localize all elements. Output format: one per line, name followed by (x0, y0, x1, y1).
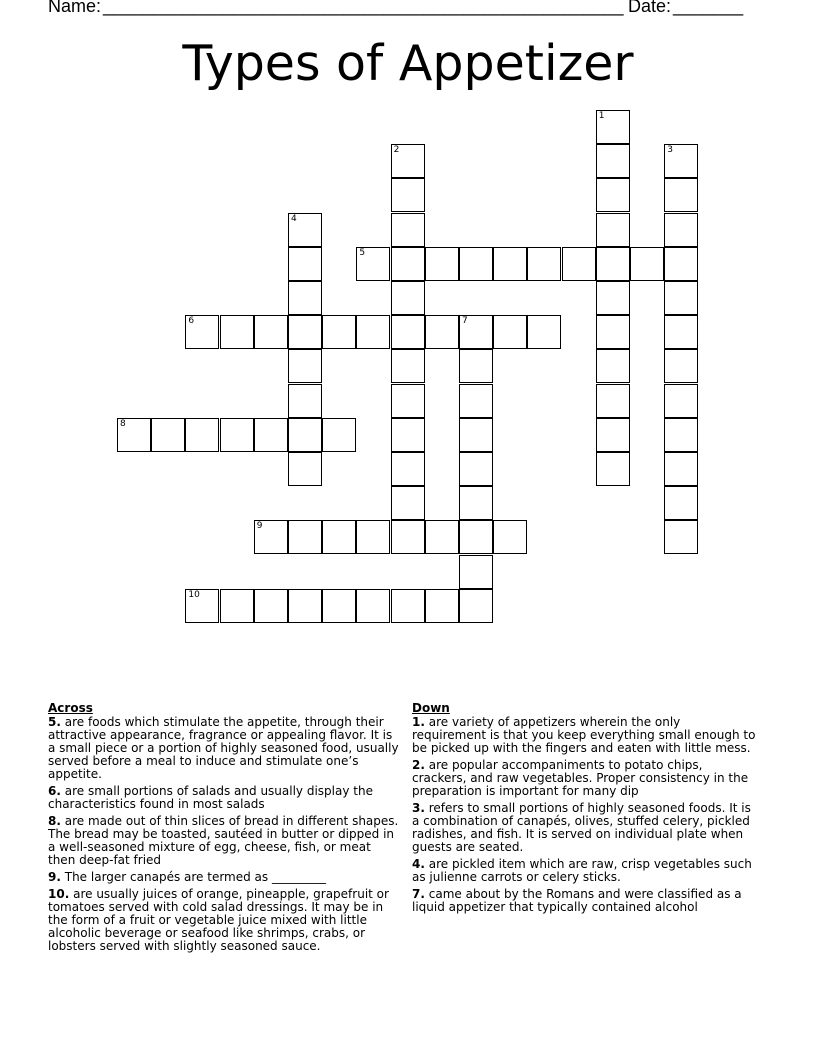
page-title: Types of Appetizer (182, 35, 634, 92)
crossword-cell[interactable] (562, 247, 596, 281)
clue-text: are usually juices of orange, pineapple, grapefruit or tomatoes served with cold salad dressings. It may be in the form of a fruit or vegetable juice mixed with little alcoholic beverage or seafood like shrimps, crabs, or lobsters served with slightly seasoned sauce. (48, 887, 389, 953)
crossword-cell[interactable] (185, 315, 219, 349)
crossword-cell[interactable] (493, 247, 527, 281)
clue-across-6 (48, 785, 400, 811)
clue-text: are variety of appetizers wherein the only requirement is that you keep everything small enough to be picked up with the fingers and eaten with little mess. (412, 715, 756, 755)
down-clues (412, 702, 757, 918)
crossword-cell[interactable] (391, 144, 425, 178)
crossword-cell[interactable] (288, 418, 322, 452)
crossword-cell[interactable] (596, 178, 630, 212)
clue-number: 3. (412, 801, 425, 815)
crossword-cell[interactable] (596, 110, 630, 144)
crossword-cell[interactable] (527, 315, 561, 349)
crossword-cell[interactable] (425, 589, 459, 623)
clue-across-9 (48, 871, 400, 884)
clue-text: came about by the Romans and were classified as a liquid appetizer that typically contained alcohol (412, 887, 742, 914)
date-label: Date: (628, 0, 672, 16)
down-heading: Down (412, 701, 450, 715)
crossword-cell[interactable] (596, 213, 630, 247)
crossword-cell[interactable] (527, 247, 561, 281)
clue-text: are pickled item which are raw, crisp vegetables such as julienne carrots or celery sticks. (412, 857, 752, 884)
crossword-cell[interactable] (288, 349, 322, 383)
clue-down-2 (412, 759, 757, 798)
crossword-cell[interactable] (596, 349, 630, 383)
crossword-cell[interactable] (425, 247, 459, 281)
crossword-cell[interactable] (391, 178, 425, 212)
crossword-cell[interactable] (664, 213, 698, 247)
crossword-cell[interactable] (391, 452, 425, 486)
clue-text: are popular accompaniments to potato chips, crackers, and raw vegetables. Proper consistency in the preparation is important for many dip (412, 758, 749, 798)
crossword-cell[interactable] (254, 520, 288, 554)
clue-number: 1. (412, 715, 425, 729)
crossword-cell[interactable] (391, 213, 425, 247)
clue-down-3 (412, 802, 757, 854)
crossword-cell[interactable] (664, 144, 698, 178)
clue-text: are foods which stimulate the appetite, through their attractive appearance, fragrance or appealing flavor. It is a small piece or a portion of highly seasoned food, usually served before a meal to induce and stimulate one’s appetite. (48, 715, 399, 781)
crossword-cell[interactable] (493, 520, 527, 554)
crossword-cell[interactable] (493, 315, 527, 349)
crossword-cell[interactable] (664, 520, 698, 554)
crossword-cell[interactable] (664, 349, 698, 383)
across-heading: Across (48, 701, 93, 715)
crossword-cell[interactable] (596, 315, 630, 349)
crossword-cell[interactable] (391, 520, 425, 554)
cell-number: 4 (291, 213, 297, 224)
crossword-cell[interactable] (596, 452, 630, 486)
crossword-cell[interactable] (664, 281, 698, 315)
crossword-cell[interactable] (254, 315, 288, 349)
clue-text: The larger canapés are termed as _________ (64, 870, 326, 884)
crossword-cell[interactable] (391, 247, 425, 281)
crossword-cell[interactable] (391, 486, 425, 520)
crossword-cell[interactable] (288, 520, 322, 554)
crossword-cell[interactable] (459, 315, 493, 349)
name-label: Name: (48, 0, 102, 16)
crossword-cell[interactable] (117, 418, 151, 452)
crossword-cell[interactable] (459, 452, 493, 486)
date-field[interactable]: _______ (673, 0, 744, 16)
crossword-cell[interactable] (356, 247, 390, 281)
crossword-cell[interactable] (185, 418, 219, 452)
crossword-cell[interactable] (391, 589, 425, 623)
clue-down-1 (412, 716, 757, 755)
crossword-cell[interactable] (220, 418, 254, 452)
clue-text: refers to small portions of highly seasoned foods. It is a combination of canapés, olives, stuffed celery, pickled radishes, and fish. It is served on individual plate when guests are seated. (412, 801, 751, 854)
across-clues (48, 702, 400, 957)
cell-number: 1 (598, 111, 605, 121)
crossword-cell[interactable] (425, 315, 459, 349)
clue-text: are made out of thin slices of bread in different shapes. The bread may be toasted, sautéed in butter or dipped in a well-seasoned mixture of egg, cheese, fish, or meat then deep-fat fried (48, 814, 399, 867)
crossword-cell[interactable] (664, 315, 698, 349)
crossword-cell[interactable] (596, 418, 630, 452)
crossword-cell[interactable] (459, 520, 493, 554)
clue-across-5 (48, 716, 400, 781)
crossword-cell[interactable] (459, 349, 493, 383)
cell-number: 5 (359, 247, 366, 258)
clue-across-10 (48, 888, 400, 953)
crossword-cell[interactable] (356, 589, 390, 623)
crossword-cell[interactable] (322, 520, 356, 554)
clue-text: are small portions of salads and usually display the characteristics found in most salads (48, 784, 373, 811)
crossword-cell[interactable] (391, 384, 425, 418)
clue-number: 5. (48, 715, 61, 729)
crossword-cell[interactable] (596, 281, 630, 315)
cell-number: 8 (120, 418, 126, 429)
clue-across-8 (48, 815, 400, 867)
clue-number: 7. (412, 887, 425, 901)
crossword-cell[interactable] (391, 315, 425, 349)
crossword-cell[interactable] (288, 315, 322, 349)
crossword-cell[interactable] (664, 247, 698, 281)
crossword-cell[interactable] (220, 589, 254, 623)
crossword-cell[interactable] (664, 418, 698, 452)
crossword-cell[interactable] (356, 315, 390, 349)
crossword-cell[interactable] (664, 452, 698, 486)
crossword-cell[interactable] (322, 418, 356, 452)
cell-number: 2 (393, 145, 400, 156)
clue-down-4 (412, 858, 757, 884)
crossword-cell[interactable] (151, 418, 185, 452)
crossword-cell[interactable] (185, 589, 219, 623)
crossword-cell[interactable] (322, 315, 356, 349)
crossword-cell[interactable] (596, 144, 630, 178)
crossword-cell[interactable] (391, 281, 425, 315)
cell-number: 6 (188, 316, 195, 327)
crossword-cell[interactable] (220, 315, 254, 349)
crossword-cell[interactable] (459, 486, 493, 520)
crossword-cell[interactable] (288, 452, 322, 486)
clue-number: 6. (48, 784, 61, 798)
crossword-cell[interactable] (596, 384, 630, 418)
crossword-cell[interactable] (459, 247, 493, 281)
crossword-cell[interactable] (356, 520, 390, 554)
clue-number: 4. (412, 857, 425, 871)
crossword-cell[interactable] (288, 384, 322, 418)
crossword-cell[interactable] (596, 247, 630, 281)
crossword-cell[interactable] (288, 247, 322, 281)
cell-number: 10 (188, 589, 200, 600)
cell-number: 9 (256, 521, 263, 532)
crossword-cell[interactable] (391, 349, 425, 383)
crossword-cell[interactable] (459, 384, 493, 418)
crossword-cell[interactable] (664, 486, 698, 520)
clue-number: 9. (48, 870, 61, 884)
crossword-cell[interactable] (322, 589, 356, 623)
crossword-cell[interactable] (664, 178, 698, 212)
crossword-cell[interactable] (288, 589, 322, 623)
name-field[interactable]: ____________________________________________________ (103, 0, 624, 16)
crossword-cell[interactable] (254, 589, 288, 623)
crossword-cell[interactable] (288, 213, 322, 247)
clue-down-7 (412, 888, 757, 914)
crossword-cell[interactable] (459, 418, 493, 452)
cell-number: 3 (667, 145, 673, 156)
crossword-cell[interactable] (630, 247, 664, 281)
crossword-cell[interactable] (391, 418, 425, 452)
crossword-cell[interactable] (459, 555, 493, 589)
crossword-cell[interactable] (459, 589, 493, 623)
cell-number: 7 (462, 316, 468, 327)
clue-number: 2. (412, 758, 425, 772)
crossword-cell[interactable] (425, 520, 459, 554)
crossword-cell[interactable] (254, 418, 288, 452)
crossword-cell[interactable] (288, 281, 322, 315)
crossword-cell[interactable] (664, 384, 698, 418)
clue-number: 10. (48, 887, 70, 901)
clue-number: 8. (48, 814, 61, 828)
